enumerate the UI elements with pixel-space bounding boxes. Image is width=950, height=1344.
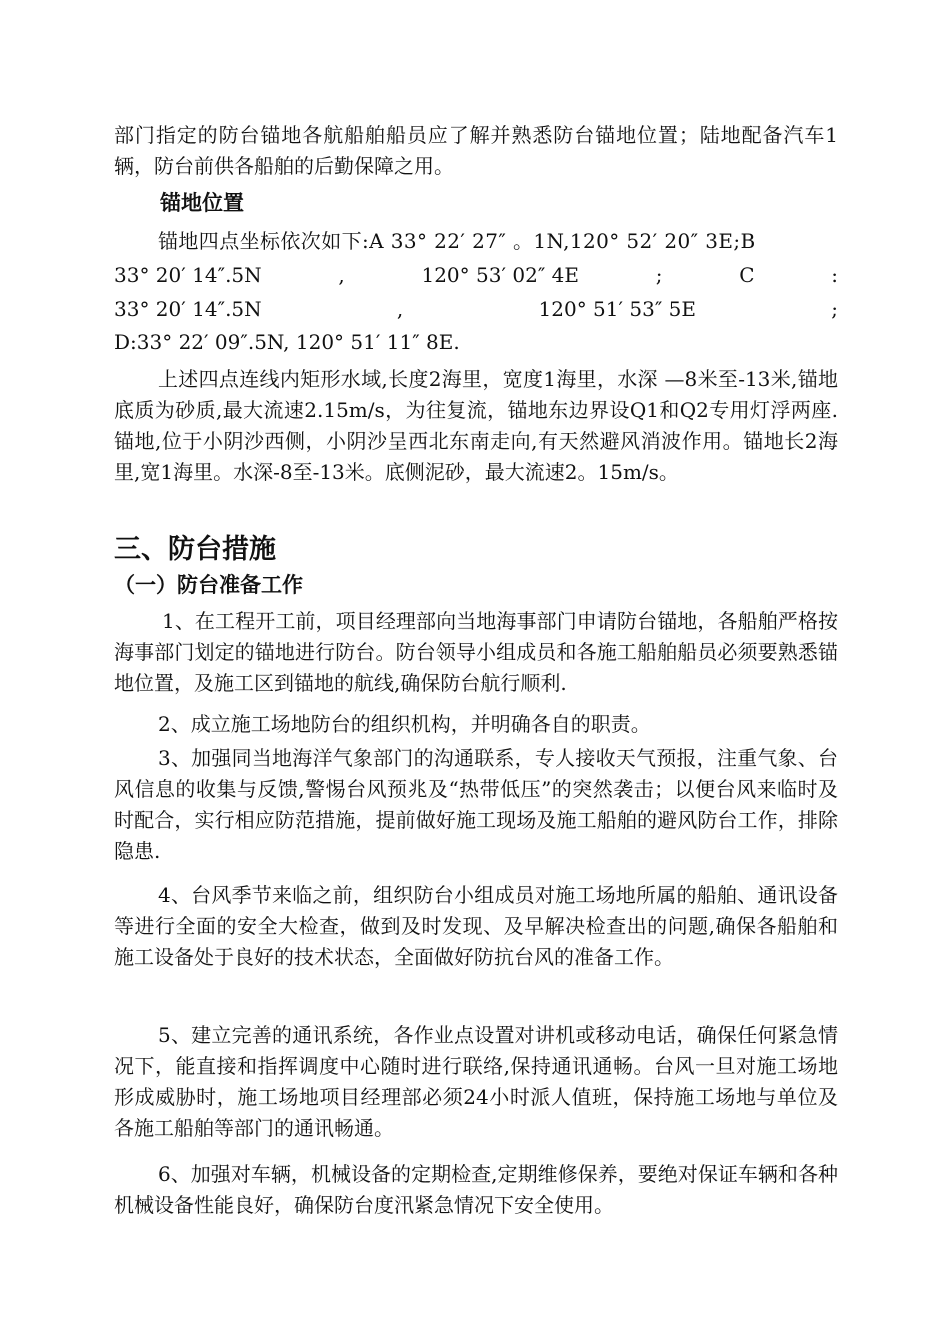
coord-b-lon: 120° 53′ 02″ 4E: [421, 263, 579, 287]
section-title: 三、防台措施: [114, 534, 276, 565]
measure-item-3: 3、加强同当地海洋气象部门的沟通联系，专人接收天气预报，注重气象、台风信息的收集与反馈,警惕台风预兆及“热带低压”的突然袭击；以便台风来临时及时配合，实行相应防范措施，提前做好施工现场及施工船舶的避风防台工作，排除隐患.: [114, 746, 838, 863]
coord-separator: ;: [655, 263, 663, 287]
coord-separator: ,: [396, 297, 404, 321]
coordinate-line-3: [114, 294, 838, 325]
coordinate-line-2: [114, 260, 838, 291]
coord-c-lon: 120° 51′ 53″ 5E: [538, 297, 696, 321]
coordinate-line-1: 锚地四点坐标依次如下:A 33° 22′ 27″ 。1N,120° 52′ 20″ 3E;B: [158, 229, 756, 253]
coord-c-lat: 33° 20′ 14″.5N: [114, 297, 262, 321]
intro-paragraph: 部门指定的防台锚地各航船舶船员应了解并熟悉防台锚地位置；陆地配备汽车1辆，防台前供各船舶的后勤保障之用。: [114, 123, 838, 178]
coord-separator: ;: [831, 297, 838, 321]
coord-separator: ,: [338, 263, 345, 287]
coord-c-label: C: [739, 263, 755, 287]
anchorage-heading: 锚地位置: [160, 191, 244, 215]
measure-item-2: 2、成立施工场地防台的组织机构，并明确各自的职责。: [158, 712, 651, 736]
coord-separator: :: [831, 263, 838, 287]
measure-item-4: 4、台风季节来临之前，组织防台小组成员对施工场地所属的船舶、通讯设备等进行全面的安全大检查，做到及时发现、及早解决检查出的问题,确保各船舶和施工设备处于良好的技术状态，全面做好防抗台风的准备工作。: [114, 883, 838, 969]
measure-item-5: 5、建立完善的通讯系统，各作业点设置对讲机或移动电话，确保任何紧急情况下，能直接和指挥调度中心随时进行联络,保持通讯通畅。台风一旦对施工场地形成威胁时，施工场地项目经理部必须24小时派人值班，保持施工场地与单位及各施工船舶等部门的通讯畅通。: [114, 1023, 838, 1140]
coord-b-lat: 33° 20′ 14″.5N: [114, 263, 262, 287]
coordinate-line-4: D:33° 22′ 09″.5N, 120° 51′ 11″ 8E.: [114, 330, 460, 354]
measure-item-1: 1、在工程开工前，项目经理部向当地海事部门申请防台锚地，各船舶严格按海事部门划定的锚地进行防台。防台领导小组成员和各施工船舶船员必须要熟悉锚地位置，及施工区到锚地的航线,确保防台航行顺利.: [114, 609, 838, 695]
subsection-title: （一）防台准备工作: [114, 573, 303, 597]
measure-item-6: 6、加强对车辆，机械设备的定期检查,定期维修保养，要绝对保证车辆和各种机械设备性能良好，确保防台度汛紧急情况下安全使用。: [114, 1162, 838, 1217]
anchorage-description: 上述四点连线内矩形水域,长度2海里，宽度1海里，水深 —8米至-13米,锚地底质为砂质,最大流速2.15m/s，为往复流，锚地东边界设Q1和Q2专用灯浮两座.锚地,位于小阴沙西侧，小阴沙呈西北东南走向,有天然避风消波作用。锚地长2海里,宽1海里。水深-8至-13米。底侧泥砂，最大流速2。15m/s。: [114, 367, 838, 484]
